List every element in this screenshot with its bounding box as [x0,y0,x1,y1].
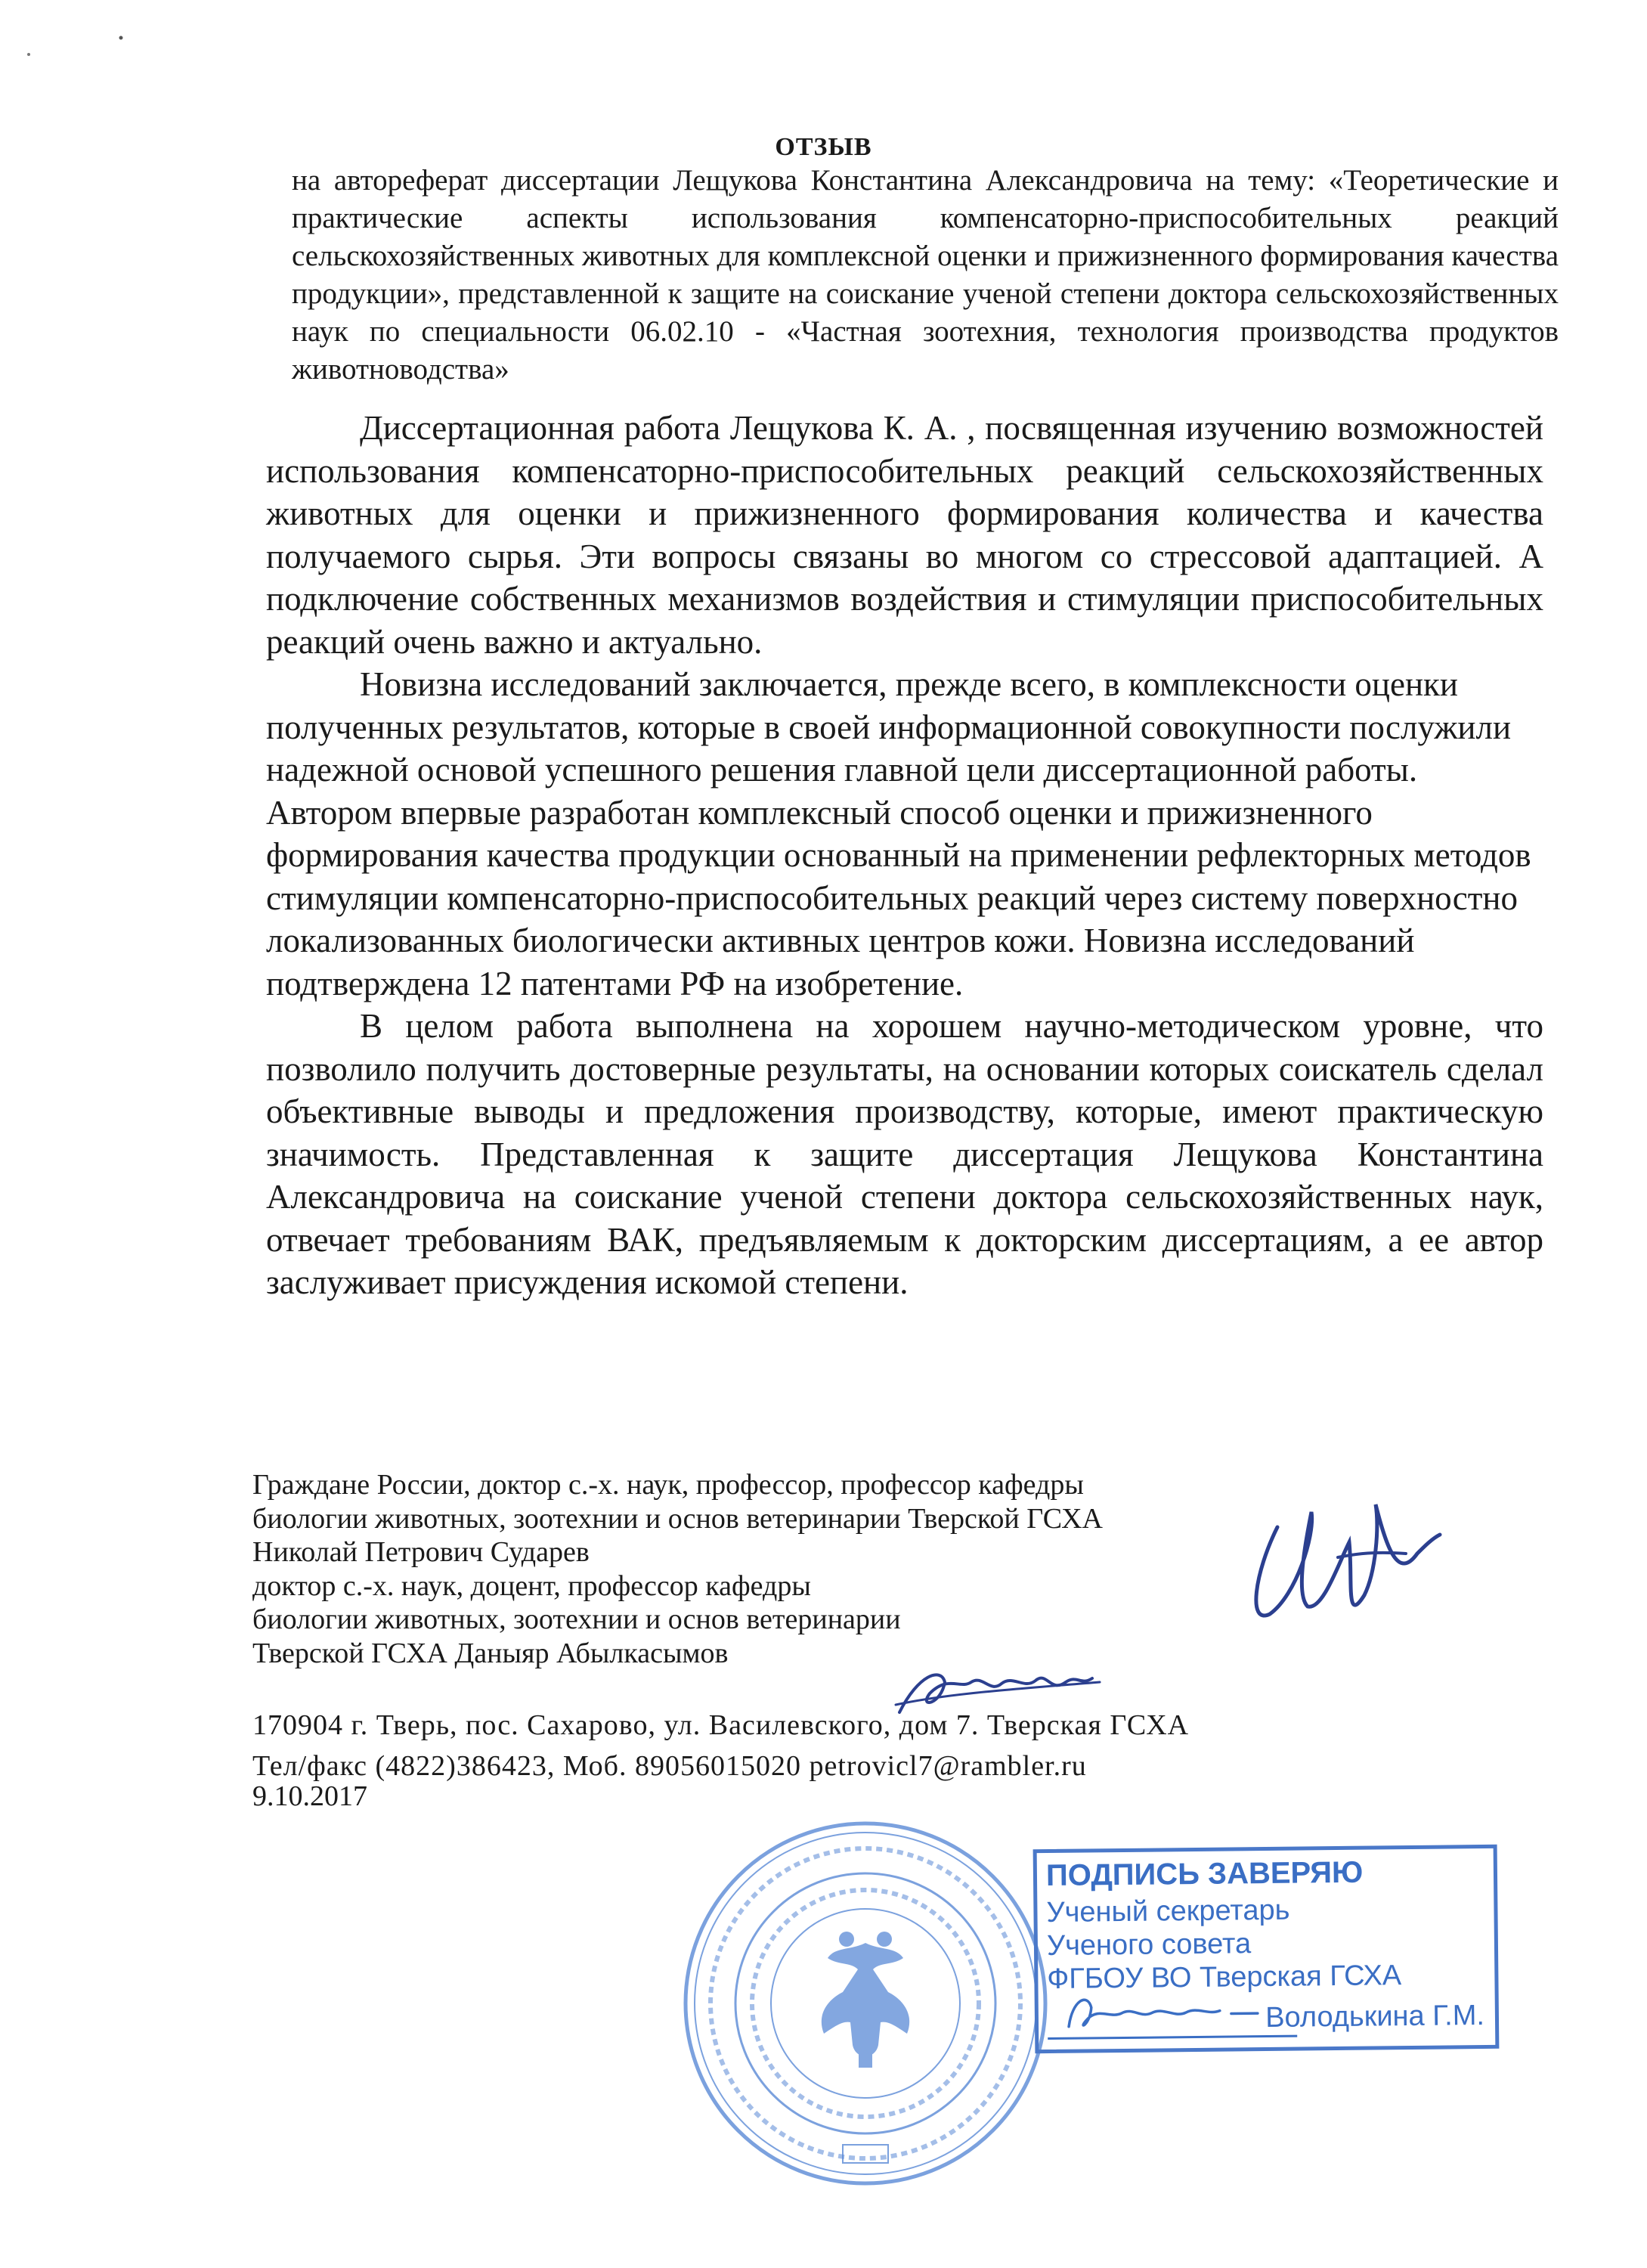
stamp-title: ПОДПИСЬ ЗАВЕРЯЮ [1045,1855,1364,1893]
phone-email: Тел/факс (4822)386423, Моб. 89056015020 petrovicl7@rambler.ru [252,1750,1087,1782]
stamp-line: Ученого совета [1046,1928,1252,1963]
paragraph-relevance: Диссертационная работа Лещукова К. А. , посвященная изучению возможностей использования компенсаторно-приспособительных реакций сельскохозяйственных животных для оценки и прижизненного формирования количества и качества получаемого сырья. Эти вопросы связаны во многом со стрессовой адаптацией. А подключение собственных механизмов воздействия и стимуляции приспособительных реакций очень важно и актуально. [266,409,1543,661]
signature-abylkasymov [888,1652,1115,1724]
stamp-name: Володькина Г.М. [1265,1999,1485,2034]
postal-address: 170904 г. Тверь, пос. Сахарово, ул. Василевского, дом 7. Тверская ГСХА [252,1709,1190,1741]
scan-specks [23,23,144,68]
official-seal [680,1818,1051,2189]
signatories-block [252,1468,1311,1670]
document-subject [292,162,1559,389]
subject-text: на автореферат диссертации Лещукова Константина Александровича на тему: «Теоретические и практические аспекты использования компенсаторно-приспособительных реакций сельскохозяйственных животных для комплексной оценки и прижизненного формирования качества продукции», представленной к защите на соискание ученой степени доктора сельскохозяйственных наук по специальности 06.02.10 - «Частная зоотехния, технология производства продуктов животноводства» [292,164,1559,386]
signature-sudarev [1224,1482,1451,1648]
stamp-line: ФГБОУ ВО Тверская ГСХА [1047,1960,1402,1996]
paragraph-novelty: Новизна исследований заключается, прежде всего, в комплексности оценки полученных результатов, которые в своей информационной совокупности послужили надежной основой успешного решения главной цели диссертационной работы. Автором впервые разработан комплексный способ оценки и прижизненного формирования качества продукции основанный на применении рефлекторных методов стимуляции компенсаторно-приспособительных реакций через систему поверхностно локализованных биологически активных центров кожи. Новизна исследований подтверждена 12 патентами РФ на изобретение. [266,665,1531,1002]
paragraph-conclusion: В целом работа выполнена на хорошем научно-методическом уровне, что позволило получить достоверные результаты, на основании которых соискатель сделал объективные выводы и предложения производству, которые, имеют практическую значимость. Представленная к защите диссертация Лещукова Константина Александровича на соискание ученой степени доктора сельскохозяйственных наук, отвечает требованиям ВАК, предъявляемым к докторским диссертациям, а ее автор заслуживает присуждения искомой степени. [266,1007,1543,1301]
signatory-line: Николай Петрович Сударев [252,1536,590,1568]
certification-stamp [1033,1845,1500,2053]
signatory-line: Граждане России, доктор с.-х. наук, профессор, профессор кафедры [252,1469,1084,1501]
document-date: 9.10.2017 [252,1780,367,1812]
stamp-signature [1053,1983,1280,2038]
document-title: ОТЗЫВ [775,133,872,161]
signatory-line: Тверской ГСХА Даныяр Абылкасымов [252,1637,729,1669]
document-body [266,407,1543,1304]
signatory-line: биологии животных, зоотехнии и основ ветеринарии [252,1603,901,1635]
stamp-line: Ученый секретарь [1046,1894,1290,1929]
signatory-line: биологии животных, зоотехнии и основ ветеринарии Тверской ГСХА [252,1502,1103,1535]
signatory-line: доктор с.-х. наук, доцент, профессор кафедры [252,1569,811,1602]
